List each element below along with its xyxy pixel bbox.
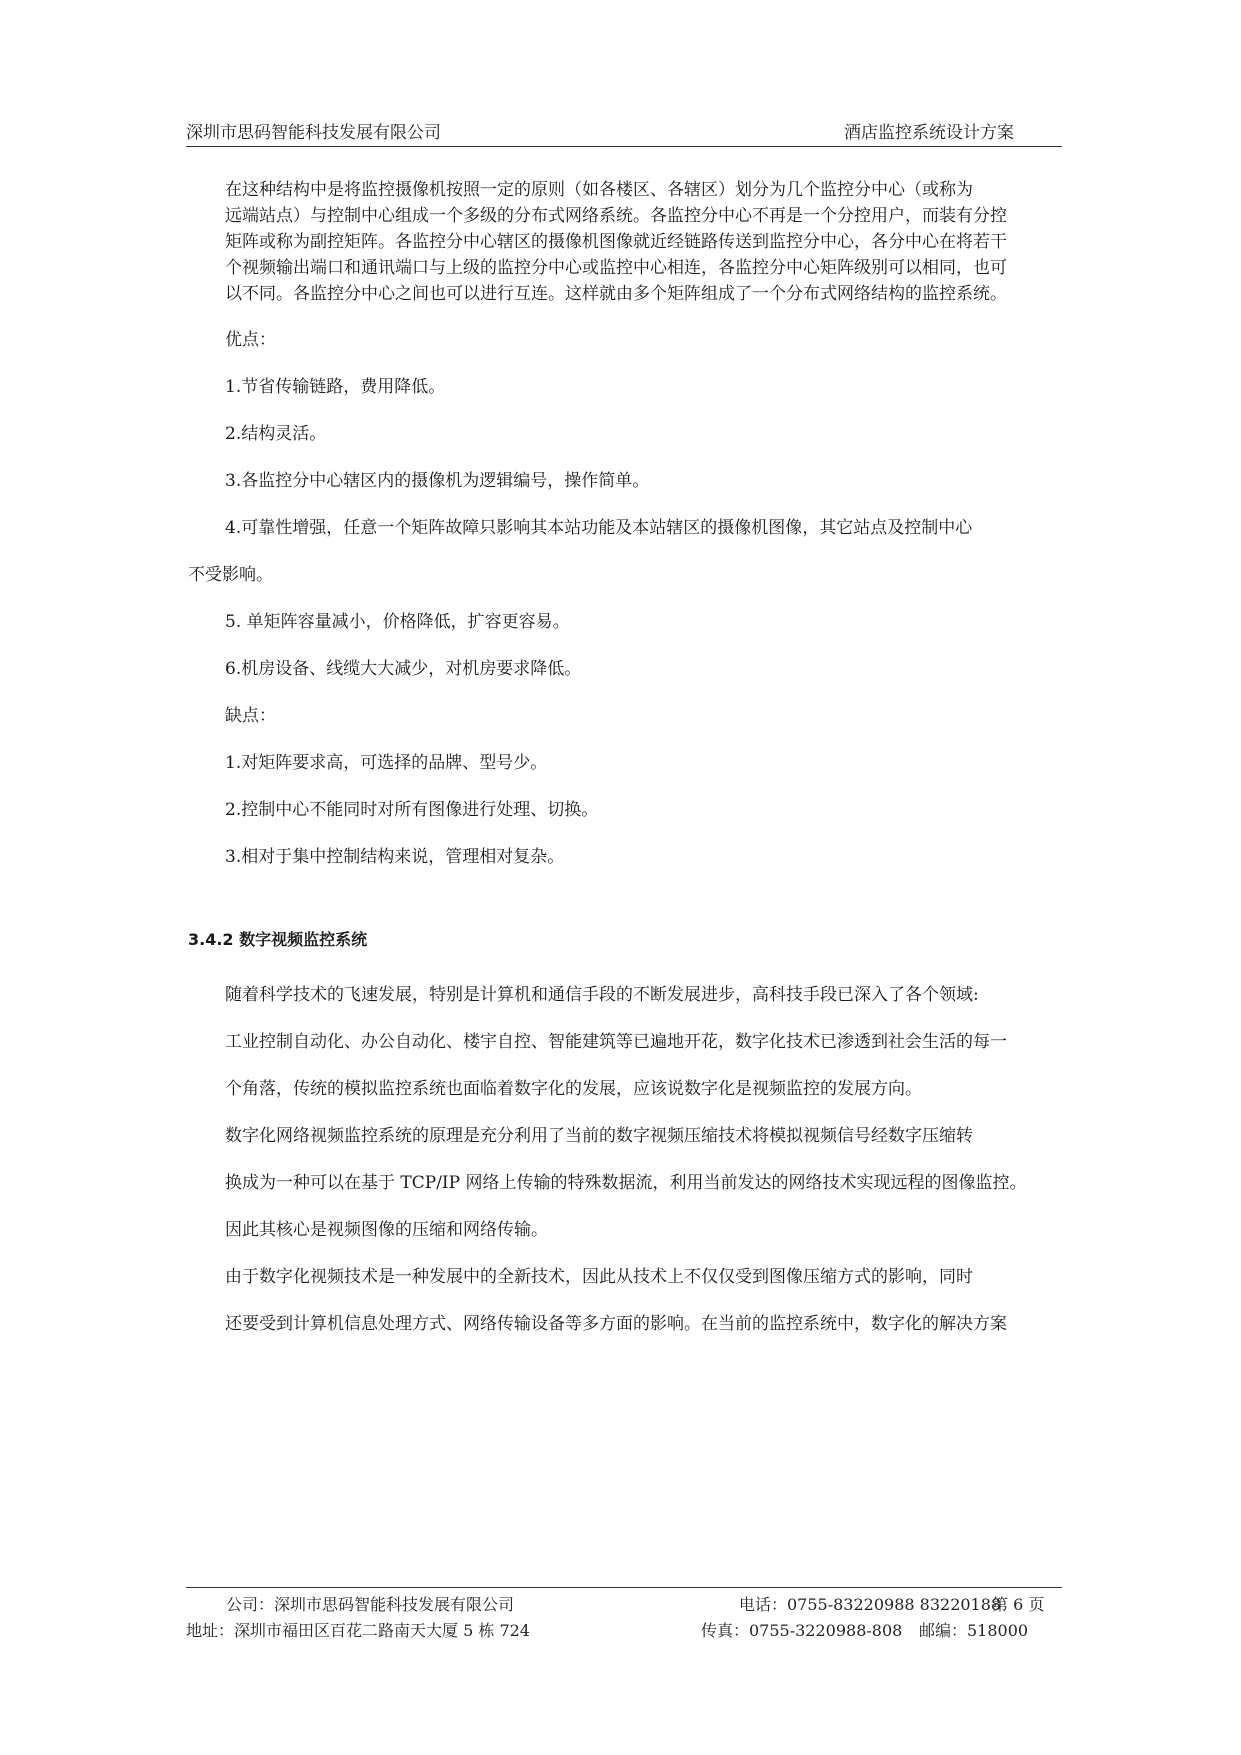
text-line: 工业控制自动化、办公自动化、楼宇自控、智能建筑等已遍地开花，数字化技术已渗透到社会生活的每一: [225, 1032, 1007, 1052]
body-paragraph: [188, 972, 1060, 1113]
text-line: 矩阵或称为副控矩阵。各监控分中心辖区的摄像机图像就近经链路传送到监控分中心，各分中心在将若干: [225, 232, 1007, 252]
disadvantage-item: 2.控制中心不能同时对所有图像进行处理、切换。: [225, 800, 599, 820]
footer-company: 公司：深圳市思码智能科技发展有限公司: [226, 1595, 515, 1614]
footer-telephone: 电话：0755-83220988 83220188: [739, 1595, 1002, 1614]
advantage-item: 1.节省传输链路，费用降低。: [225, 377, 446, 397]
advantage-item-continued: 不受影响。: [188, 565, 273, 585]
advantage-item: [188, 515, 1060, 541]
advantage-item: 3.各监控分中心辖区内的摄像机为逻辑编号，操作简单。: [225, 471, 650, 491]
advantage-item: 5. 单矩阵容量减小，价格降低，扩容更容易。: [225, 612, 570, 632]
text-line: 个角落，传统的模拟监控系统也面临着数字化的发展，应该说数字化是视频监控的发展方向。: [225, 1079, 922, 1099]
header-document-title: 酒店监控系统设计方案: [844, 123, 1014, 143]
text-line: 4.可靠性增强，任意一个矩阵故障只影响其本站功能及本站辖区的摄像机图像，其它站点及控制中心: [225, 518, 973, 538]
section-heading: 3.4.2 数字视频监控系统: [188, 930, 368, 949]
disadvantages-label: 缺点：: [225, 706, 276, 726]
text-line: 以不同。各监控分中心之间也可以进行互连。这样就由多个矩阵组成了一个分布式网络结构的监控系统。: [225, 284, 1007, 304]
body-paragraph: [188, 1113, 1060, 1254]
text-line: 在这种结构中是将监控摄像机按照一定的原则（如各楼区、各辖区）划分为几个监控分中心（或称为: [225, 180, 973, 200]
text-line: 换成为一种可以在基于 TCP/IP 网络上传输的特殊数据流，利用当前发达的网络技术实现远程的图像监控。: [225, 1173, 1027, 1193]
text-line: 因此其核心是视频图像的压缩和网络传输。: [225, 1220, 548, 1240]
disadvantage-item: 1.对矩阵要求高，可选择的品牌、型号少。: [225, 753, 548, 773]
text-line: 数字化网络视频监控系统的原理是充分利用了当前的数字视频压缩技术将模拟视频信号经数字压缩转: [225, 1126, 973, 1146]
footer-page-number: 第 6 页: [992, 1595, 1045, 1614]
text-line: 还要受到计算机信息处理方式、网络传输设备等多方面的影响。在当前的监控系统中，数字化的解决方案: [225, 1314, 1007, 1334]
footer-fax: 传真：0755-3220988-808: [701, 1621, 903, 1640]
intro-paragraph: [188, 177, 1060, 307]
text-line: 远端站点）与控制中心组成一个多级的分布式网络系统。各监控分中心不再是一个分控用户，而装有分控: [225, 206, 1007, 226]
text-line: 随着科学技术的飞速发展，特别是计算机和通信手段的不断发展进步，高科技手段已深入了各个领域:: [225, 985, 979, 1005]
advantage-item: 6.机房设备、线缆大大减少，对机房要求降低。: [225, 659, 582, 679]
page-footer: [186, 1587, 1062, 1640]
advantages-label: 优点：: [225, 330, 276, 350]
page-header: [186, 114, 1062, 147]
header-company-name: 深圳市思码智能科技发展有限公司: [186, 123, 441, 143]
footer-postcode: 邮编：518000: [919, 1621, 1029, 1640]
text-line: 个视频输出端口和通讯端口与上级的监控分中心或监控中心相连，各监控分中心矩阵级别可以相同，也可: [225, 258, 1007, 278]
disadvantage-item: 3.相对于集中控制结构来说，管理相对复杂。: [225, 847, 565, 867]
advantage-item: 2.结构灵活。: [225, 424, 327, 444]
document-body: [188, 177, 1060, 1348]
body-paragraph: [188, 1254, 1060, 1348]
footer-address: 地址：深圳市福田区百花二路南天大厦 5 栋 724: [186, 1621, 530, 1640]
text-line: 由于数字化视频技术是一种发展中的全新技术，因此从技术上不仅仅受到图像压缩方式的影响，同时: [225, 1267, 973, 1287]
